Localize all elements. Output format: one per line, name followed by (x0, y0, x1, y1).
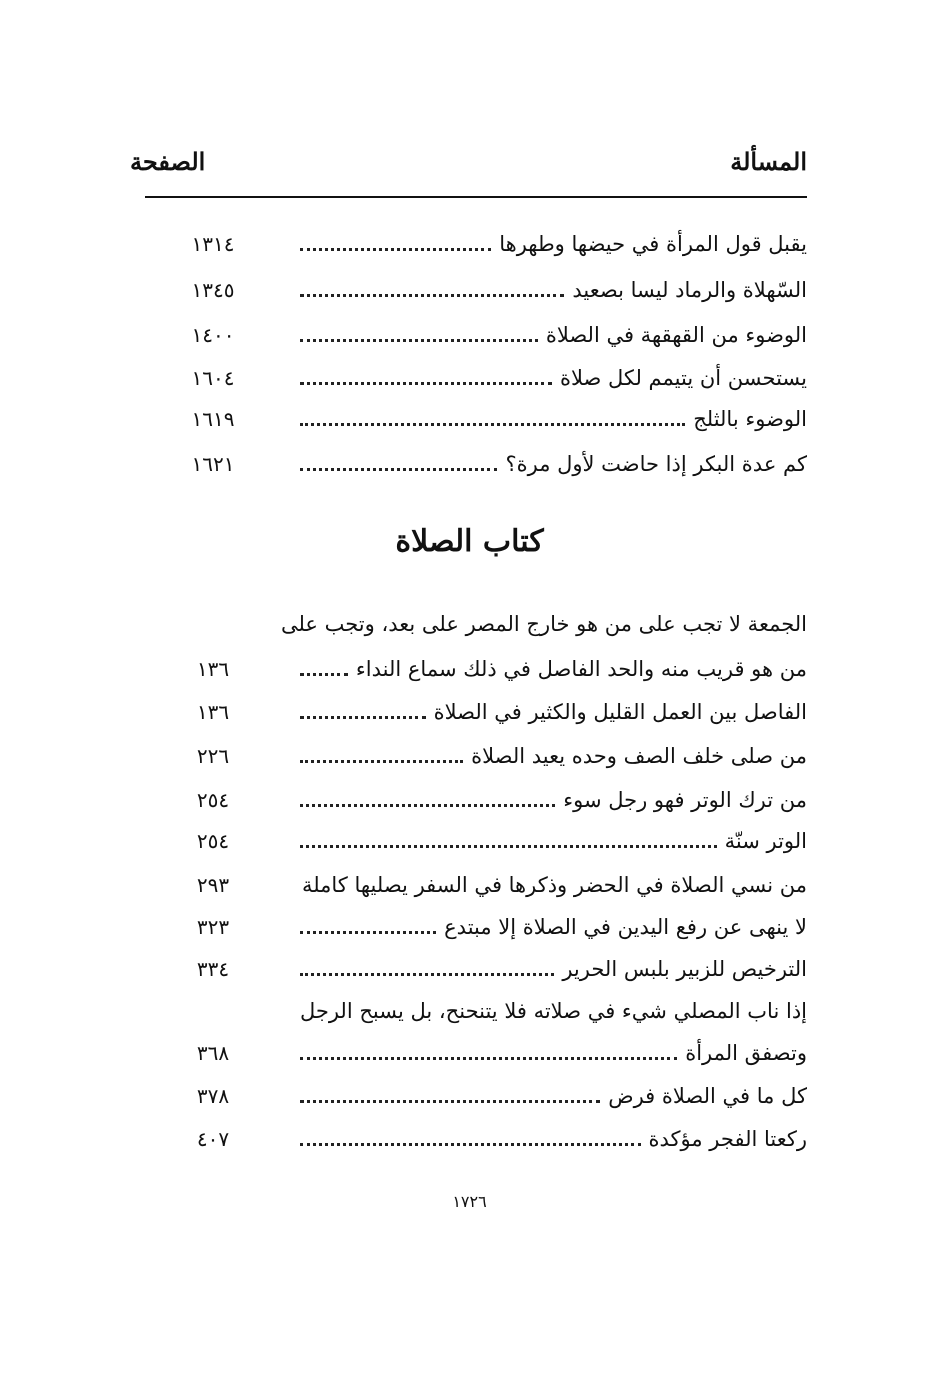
entry-page-number: ٢٥٤ (196, 829, 230, 853)
index-entry (180, 401, 807, 437)
entry-text: يستحسن أن يتيمم لكل صلاة (559, 366, 807, 390)
entry-text: الوضوء بالثلج (693, 407, 807, 431)
entry-text: ركعتا الفجر مؤكدة (648, 1127, 807, 1151)
entry-title (300, 782, 807, 818)
header-page: الصفحة (130, 146, 206, 176)
entry-text: من نسي الصلاة في الحضر وذكرها في السفر يصليها كاملة (301, 873, 807, 897)
leader-dots (300, 931, 436, 934)
leader-dots (300, 673, 348, 676)
entry-text: الوضوء من القهقهة في الصلاة (545, 323, 807, 347)
entry-title (300, 446, 807, 482)
leader-dots (300, 1100, 600, 1103)
entry-page-number: ١٤٠٠ (191, 323, 235, 347)
entry-title (300, 867, 807, 903)
index-entry (180, 1121, 807, 1157)
leader-dots (300, 248, 491, 251)
entry-title (300, 1078, 807, 1114)
entry-title (300, 1121, 807, 1157)
leader-dots (300, 1143, 641, 1146)
entry-page-number: ١٦٢١ (191, 452, 235, 476)
entry-page-number: ١٦١٩ (191, 407, 235, 431)
index-entry (180, 738, 807, 774)
index-entry (180, 782, 807, 818)
entry-text: الترخيص للزبير بلبس الحرير (562, 957, 807, 981)
leader-dots (300, 973, 554, 976)
entry-text: من ترك الوتر فهو رجل سوء (563, 788, 807, 812)
index-entry (180, 909, 807, 945)
entry-continuation: الجمعة لا تجب على من هو خارج المصر على بعد، وتجب على (280, 612, 807, 636)
entry-text: لا ينهى عن رفع اليدين في الصلاة إلا مبتدع (444, 915, 807, 939)
entry-text: يقبل قول المرأة في حيضها وطهرها (499, 232, 807, 256)
leader-dots (300, 423, 685, 426)
column-header (130, 140, 807, 182)
entry-title (300, 951, 807, 987)
page-number: ١٧٢٦ (452, 1192, 487, 1211)
leader-dots (300, 382, 552, 385)
index-entry (180, 446, 807, 482)
entry-page-number: ٢٢٦ (196, 744, 230, 768)
entry-title (300, 694, 807, 730)
leader-dots (300, 760, 463, 763)
entry-text: كم عدة البكر إذا حاضت لأول مرة؟ (505, 452, 807, 476)
entry-page-number: ٣٦٨ (196, 1041, 230, 1065)
entry-page-number: ٢٩٣ (196, 873, 230, 897)
entry-title (300, 360, 807, 396)
entry-page-number: ١٣٦ (196, 700, 230, 724)
entry-text: كل ما في الصلاة فرض (608, 1084, 807, 1108)
index-entry (180, 1035, 807, 1071)
index-entry (180, 694, 807, 730)
entry-text: السّهلاة والرماد ليسا بصعيد (572, 278, 807, 302)
entry-title (300, 272, 807, 308)
entry-title (300, 401, 807, 437)
entry-page-number: ٣٣٤ (196, 957, 230, 981)
index-entry (180, 951, 807, 987)
entry-text: من صلى خلف الصف وحده يعيد الصلاة (471, 744, 807, 768)
entry-title (300, 909, 807, 945)
leader-dots (300, 804, 555, 807)
entry-title (300, 738, 807, 774)
entry-page-number: ١٣٦ (196, 657, 230, 681)
entry-title (300, 651, 807, 687)
index-entry (180, 317, 807, 353)
header-issue: المسألة (730, 146, 807, 176)
entry-page-number: ١٦٠٤ (191, 366, 235, 390)
entry-continuation: إذا ناب المصلي شيء في صلاته فلا يتنحنح، بل يسبح الرجل (299, 999, 807, 1023)
entry-title (300, 823, 807, 859)
entry-text: الوتر سنّة (724, 829, 807, 853)
entry-page-number: ٣٢٣ (196, 915, 230, 939)
index-entry (180, 867, 807, 903)
entry-page-number: ٤٠٧ (196, 1127, 230, 1151)
entry-text: من هو قريب منه والحد الفاصل في ذلك سماع النداء (355, 657, 807, 681)
index-entry (180, 360, 807, 396)
leader-dots (300, 339, 538, 342)
index-entry (180, 272, 807, 308)
leader-dots (300, 845, 717, 848)
entry-text: وتصفق المرأة (685, 1041, 807, 1065)
entry-title (300, 226, 807, 262)
header-rule (145, 196, 807, 198)
leader-dots (300, 716, 426, 719)
leader-dots (300, 294, 564, 297)
index-entry (180, 1078, 807, 1114)
entry-page-number: ١٣٤٥ (191, 278, 235, 302)
index-entry (180, 651, 807, 687)
leader-dots (300, 1057, 677, 1060)
entry-title (300, 1035, 807, 1071)
index-entry (180, 823, 807, 859)
section-title: كتاب الصلاة (395, 524, 544, 559)
entry-page-number: ١٣١٤ (191, 232, 235, 256)
index-entry (180, 226, 807, 262)
leader-dots (300, 468, 497, 471)
entry-page-number: ٣٧٨ (196, 1084, 230, 1108)
entry-title (300, 317, 807, 353)
entry-page-number: ٢٥٤ (196, 788, 230, 812)
entry-text: الفاصل بين العمل القليل والكثير في الصلاة (433, 700, 807, 724)
